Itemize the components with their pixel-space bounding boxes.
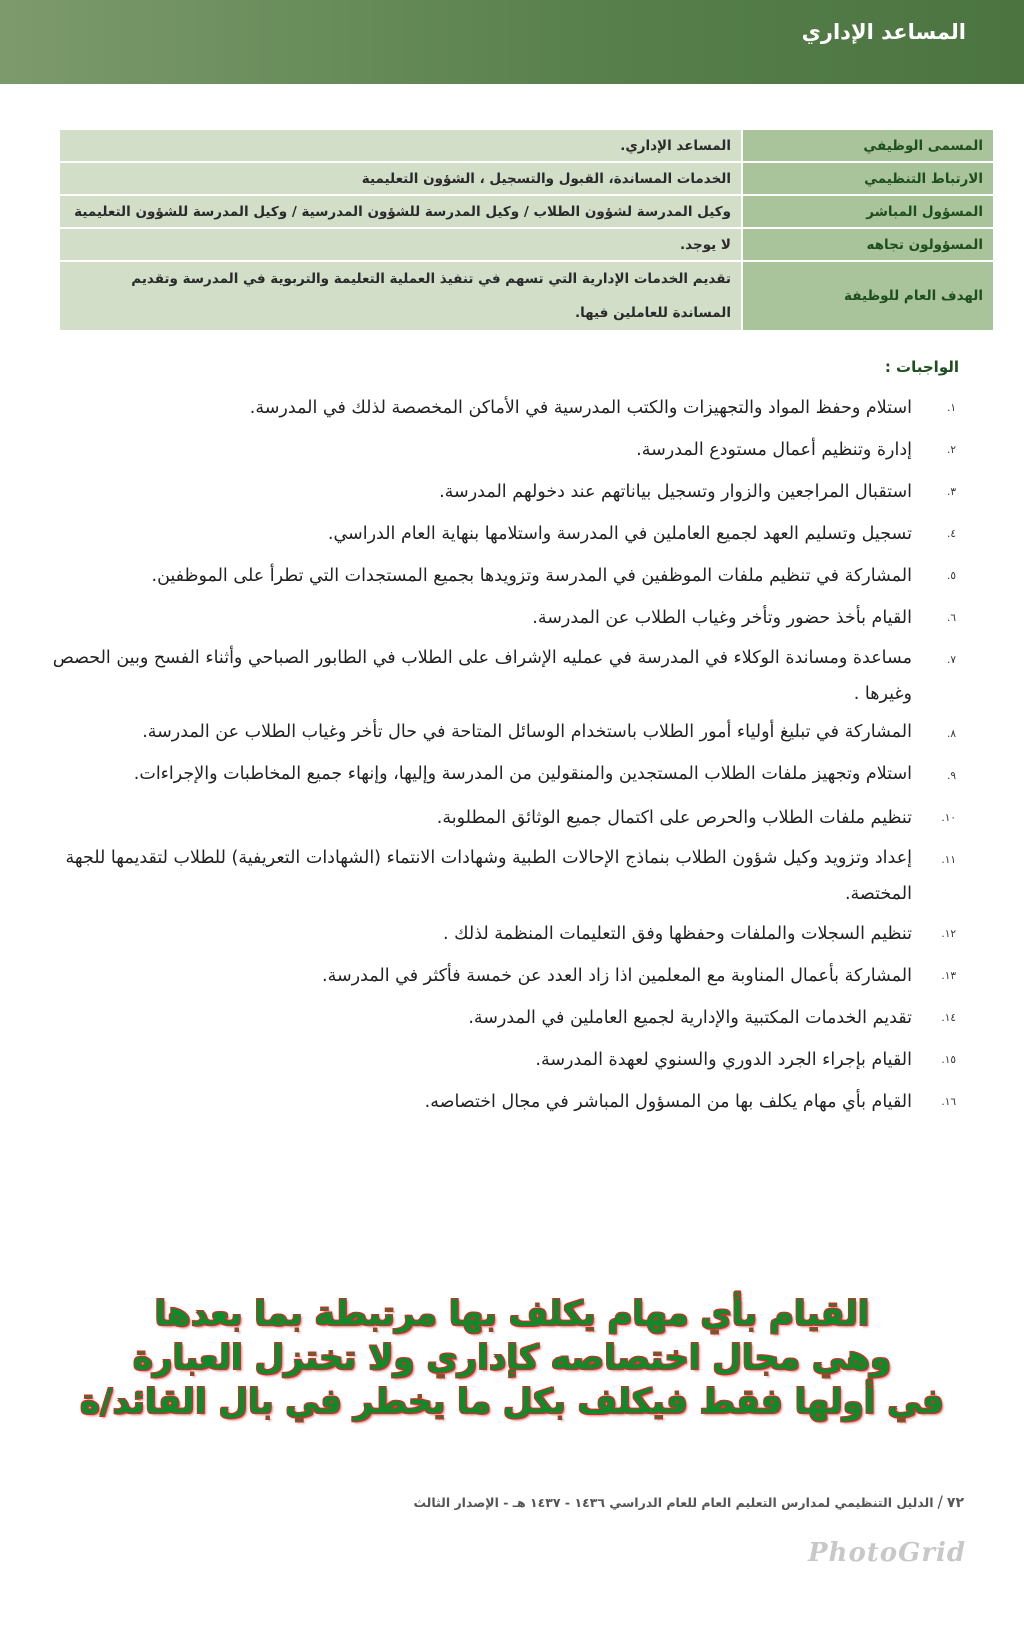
item-text: المشاركة بأعمال المناوبة مع المعلمين اذا زاد العدد عن خمسة فأكثر في المدرسة. — [322, 966, 912, 986]
item-text: القيام بأي مهام يكلف بها من المسؤول المباشر في مجال اختصاصه. — [424, 1092, 912, 1112]
item-text: استقبال المراجعين والزوار وتسجيل بياناتهم عند دخولهم المدرسة. — [439, 482, 912, 502]
row-label: الارتباط التنظيمي — [742, 162, 994, 195]
item-text: مساعدة ومساندة الوكلاء في المدرسة في عمليه الإشراف على الطلاب في الطابور الصباحي وأثناء الفسح وبين الحصص وغيرها . — [52, 648, 912, 704]
row-label: المسؤولون تجاهه — [742, 228, 994, 261]
row-value: لا يوجد. — [59, 228, 742, 261]
list-item — [51, 640, 956, 712]
list-item — [51, 388, 956, 428]
list-item — [51, 514, 956, 554]
item-text: تنظيم السجلات والملفات وحفظها وفق التعليمات المنظمة لذلك . — [443, 924, 912, 944]
item-number: ١٣. — [941, 970, 956, 982]
list-item — [51, 472, 956, 512]
item-number: ٢. — [947, 444, 956, 456]
item-text: تنظيم ملفات الطلاب والحرص على اكتمال جميع الوثائق المطلوبة. — [436, 808, 912, 828]
list-item — [51, 1040, 956, 1080]
note-line-3: في أولها فقط فيكلف بكل ما يخطر في بال القائد/ة — [80, 1382, 944, 1422]
page-title: المساعد الإداري — [801, 20, 966, 44]
item-text: إدارة وتنظيم أعمال مستودع المدرسة. — [636, 440, 912, 460]
row-value: وكيل المدرسة لشؤون الطلاب / وكيل المدرسة للشؤون المدرسية / وكيل المدرسة للشؤون التعليمية — [59, 195, 742, 228]
list-item — [51, 598, 956, 638]
item-text: المشاركة في تبليغ أولياء أمور الطلاب باستخدام الوسائل المتاحة في حال تأخر وغياب الطلاب عن المدرسة. — [142, 722, 912, 742]
item-number: ١. — [947, 402, 956, 414]
item-number: ٥. — [947, 570, 956, 582]
item-text: المشاركة في تنظيم ملفات الموظفين في المدرسة وتزويدها بجميع المستجدات التي تطرأ على الموظفين. — [151, 566, 912, 586]
item-number: ١٢. — [941, 928, 956, 940]
item-number: ١٥. — [941, 1054, 956, 1066]
list-item — [51, 714, 956, 754]
list-item — [51, 556, 956, 596]
item-text: استلام وتجهيز ملفات الطلاب المستجدين والمنقولين من المدرسة وإليها، وإنهاء جميع المخاطبات والإجراءات. — [133, 764, 912, 784]
item-number: ٩. — [947, 770, 956, 782]
list-item — [51, 840, 956, 912]
row-label: المسمى الوظيفي — [742, 129, 994, 162]
duties-list — [51, 388, 956, 1124]
table-row — [59, 129, 994, 162]
list-item — [51, 1082, 956, 1122]
item-text: إعداد وتزويد وكيل شؤون الطلاب بنماذج الإحالات الطبية وشهادات الانتماء (الشهادات التعريفية) للطلاب لتقديمها للجهة المختصة. — [65, 848, 912, 904]
table-row — [59, 261, 994, 331]
item-text: تسجيل وتسليم العهد لجميع العاملين في المدرسة واستلامها بنهاية العام الدراسي. — [327, 524, 912, 544]
item-number: ١٠. — [941, 812, 956, 824]
list-item — [51, 798, 956, 838]
row-label: المسؤول المباشر — [742, 195, 994, 228]
item-number: ٣. — [947, 486, 956, 498]
item-number: ٧. — [947, 654, 956, 666]
item-number: ١٦. — [941, 1096, 956, 1108]
item-text: القيام بإجراء الجرد الدوري والسنوي لعهدة المدرسة. — [535, 1050, 912, 1070]
row-value: تقديم الخدمات الإدارية التي تسهم في تنفيذ العملية التعليمة والتربوية في المدرسة وتقديم المساندة للعاملين فيها. — [59, 261, 742, 331]
item-text: تقديم الخدمات المكتبية والإدارية لجميع العاملين في المدرسة. — [468, 1008, 912, 1028]
note-line-2: وهي مجال اختصاصه كإداري ولا تختزل العبارة — [132, 1338, 892, 1378]
item-number: ٤. — [947, 528, 956, 540]
duties-heading: الواجبات : — [884, 358, 959, 376]
table-row — [59, 162, 994, 195]
footer-separator: / — [937, 1492, 943, 1511]
item-text: استلام وحفظ المواد والتجهيزات والكتب المدرسية في الأماكن المخصصة لذلك في المدرسة. — [249, 398, 912, 418]
item-number: ١١. — [941, 854, 956, 866]
row-label: الهدف العام للوظيفة — [742, 261, 994, 331]
page-footer — [413, 1492, 964, 1511]
job-info-table — [58, 128, 995, 332]
list-item — [51, 756, 956, 796]
list-item — [51, 914, 956, 954]
list-item — [51, 430, 956, 470]
table-row — [59, 195, 994, 228]
highlight-note — [60, 1292, 964, 1424]
item-number: ١٤. — [941, 1012, 956, 1024]
page-number: ٧٢ — [946, 1495, 964, 1511]
item-number: ٨. — [947, 728, 956, 740]
footer-text: الدليل التنظيمي لمدارس التعليم العام للعام الدراسي ١٤٣٦ - ١٤٣٧ هـ - الإصدار الثالث — [413, 1495, 934, 1510]
item-text: القيام بأخذ حضور وتأخر وغياب الطلاب عن المدرسة. — [532, 608, 912, 628]
row-value: الخدمات المساندة، القبول والتسجيل ، الشؤون التعليمية — [59, 162, 742, 195]
list-item — [51, 998, 956, 1038]
photogrid-watermark: PhotoGrid — [808, 1538, 967, 1568]
header-bar — [0, 0, 1024, 84]
row-value: المساعد الإداري. — [59, 129, 742, 162]
note-line-1: القيام بأي مهام يكلف بها مرتبطة بما بعدها — [154, 1294, 870, 1334]
table-row — [59, 228, 994, 261]
list-item — [51, 956, 956, 996]
item-number: ٦. — [947, 612, 956, 624]
